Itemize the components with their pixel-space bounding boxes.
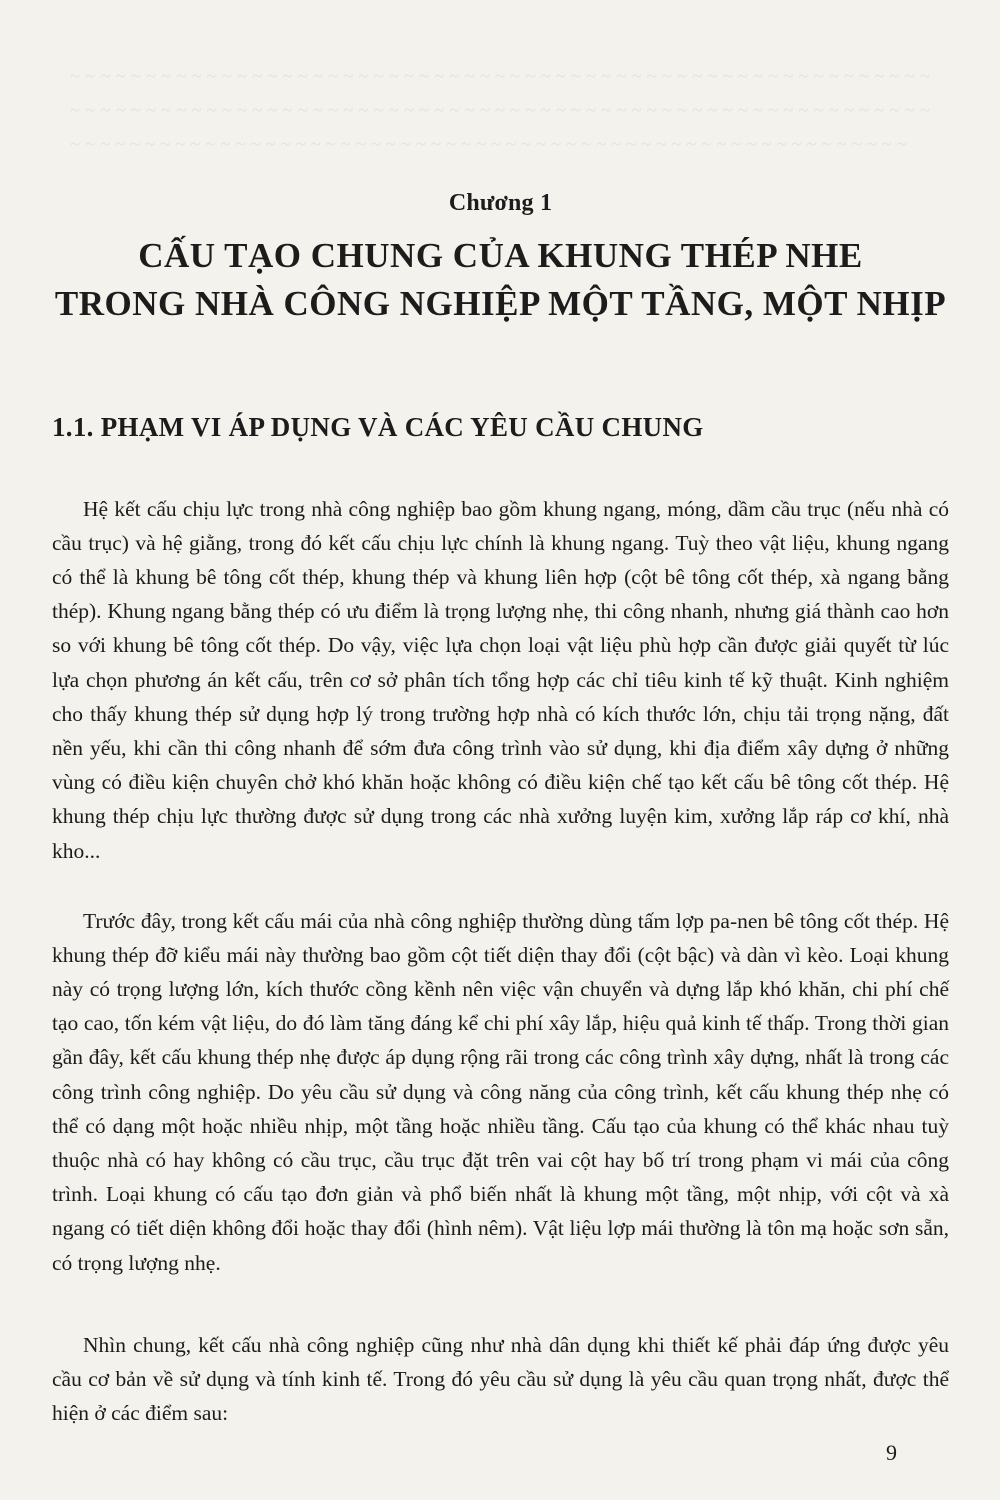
chapter-title-line-1: CẤU TẠO CHUNG CỦA KHUNG THÉP NHE [138,236,863,275]
body-paragraph-3: Nhìn chung, kết cấu nhà công nghiệp cũng như nhà dân dụng khi thiết kế phải đáp ứng được yêu cầu cơ bản về sử dụng và tính kinh tế. Trong đó yêu cầu sử dụng là yêu cầu quan trọng nhất, được thể hiện ở các điểm sau: [52,1332,949,1425]
page-number: 9 [886,1440,897,1465]
chapter-label: Chương 1 [448,190,553,216]
body-paragraph-2: Trước đây, trong kết cấu mái của nhà công nghiệp thường dùng tấm lợp pa-nen bê tông cốt thép. Hệ khung thép đỡ kiểu mái này thường bao gồm cột tiết diện thay đổi (cột bậc) và dàn vì kèo. Loại khung này có trọng lượng lớn, kích thước cồng kềnh nên việc vận chuyển và dựng lắp khó khăn, chi phí chế tạo cao, tốn kém vật liệu, do đó làm tăng đáng kể chi phí xây lắp, hiệu quả kinh tế thấp. Trong thời gian gần đây, kết cấu khung thép nhẹ được áp dụng rộng rãi trong các công trình xây dựng, nhất là trong các công trình công nghiệp. Do yêu cầu sử dụng và công năng của công trình, kết cấu khung thép nhẹ có thể có dạng một hoặc nhiều nhịp, một tầng hoặc nhiều tầng. Cấu tạo của khung có thể khác nhau tuỳ thuộc nhà có hay không có cầu trục, cầu trục đặt trên vai cột hay bố trí trong phạm vi mái của công trình. Loại khung có cấu tạo đơn giản và phổ biến nhất là khung một tầng, một nhịp, với cột và xà ngang có tiết diện không đổi hoặc thay đổi (hình nêm). Vật liệu lợp mái thường là tôn mạ hoặc sơn sẵn, có trọng lượng nhẹ. [52,908,949,1275]
chapter-title-line-2: TRONG NHÀ CÔNG NGHIỆP MỘT TẦNG, MỘT NHỊP [54,284,947,323]
section-heading: 1.1. PHẠM VI ÁP DỤNG VÀ CÁC YÊU CẦU CHUNG [52,412,704,442]
body-paragraph-1: Hệ kết cấu chịu lực trong nhà công nghiệp bao gồm khung ngang, móng, dầm cầu trục (nếu nhà có cầu trục) và hệ giằng, trong đó kết cấu chịu lực chính là khung ngang. Tuỳ theo vật liệu, khung ngang có thể là khung bê tông cốt thép, khung thép và khung liên hợp (cột bê tông cốt thép, xà ngang bằng thép). Khung ngang bằng thép có ưu điểm là trọng lượng nhẹ, thi công nhanh, nhưng giá thành cao hơn so với khung bê tông cốt thép. Do vậy, việc lựa chọn loại vật liệu phù hợp cần được giải quyết từ lúc lựa chọn phương án kết cấu, trên cơ sở phân tích tổng hợp các chỉ tiêu kinh tế kỹ thuật. Kinh nghiệm cho thấy khung thép sử dụng hợp lý trong trường hợp nhà có kích thước lớn, chịu tải trọng nặng, đất nền yếu, khi cần thi công nhanh để sớm đưa công trình vào sử dụng, khi địa điểm xây dựng ở những vùng có điều kiện chuyên chở khó khăn hoặc không có điều kiện chế tạo kết cấu bê tông cốt thép. Hệ khung thép chịu lực thường được sử dụng trong các nhà xưởng luyện kim, xưởng lắp ráp cơ khí, nhà kho... [52,496,949,863]
chapter-title [52,232,949,328]
show-through-text: ~ ~ ~ ~ ~ ~ ~ ~ ~ ~ ~ ~ ~ ~ ~ ~ ~ ~ ~ ~ ~ ~ ~ ~ ~ ~ ~ ~ ~ ~ ~ ~ ~ ~ ~ ~ ~ ~ ~ ~ ~ ~ ~ ~ ~ ~ ~ ~ ~ ~ ~ ~ ~ ~ ~ ~ ~ ~ ~ ~ ~ ~ ~ ~ ~ ~ ~ ~ ~ ~ ~ ~ ~ ~ ~ ~ ~ ~ ~ ~ ~ ~ ~ ~ ~ ~ ~ ~ ~ ~ ~ ~ ~ ~ ~ ~ ~ ~ ~ ~ ~ ~ ~ ~ ~ ~ ~ ~ ~ ~ ~ ~ ~ ~ ~ ~ ~ ~ ~ ~ ~ ~ ~ ~ ~ ~ ~ ~ ~ ~ ~ ~ ~ ~ ~ ~ ~ ~ ~ ~ ~ ~ ~ ~ ~ ~ ~ ~ ~ ~ ~ ~ ~ ~ ~ ~ ~ ~ ~ ~ ~ ~ ~ ~ ~ ~ ~ ~ ~ ~ [70,66,930,155]
